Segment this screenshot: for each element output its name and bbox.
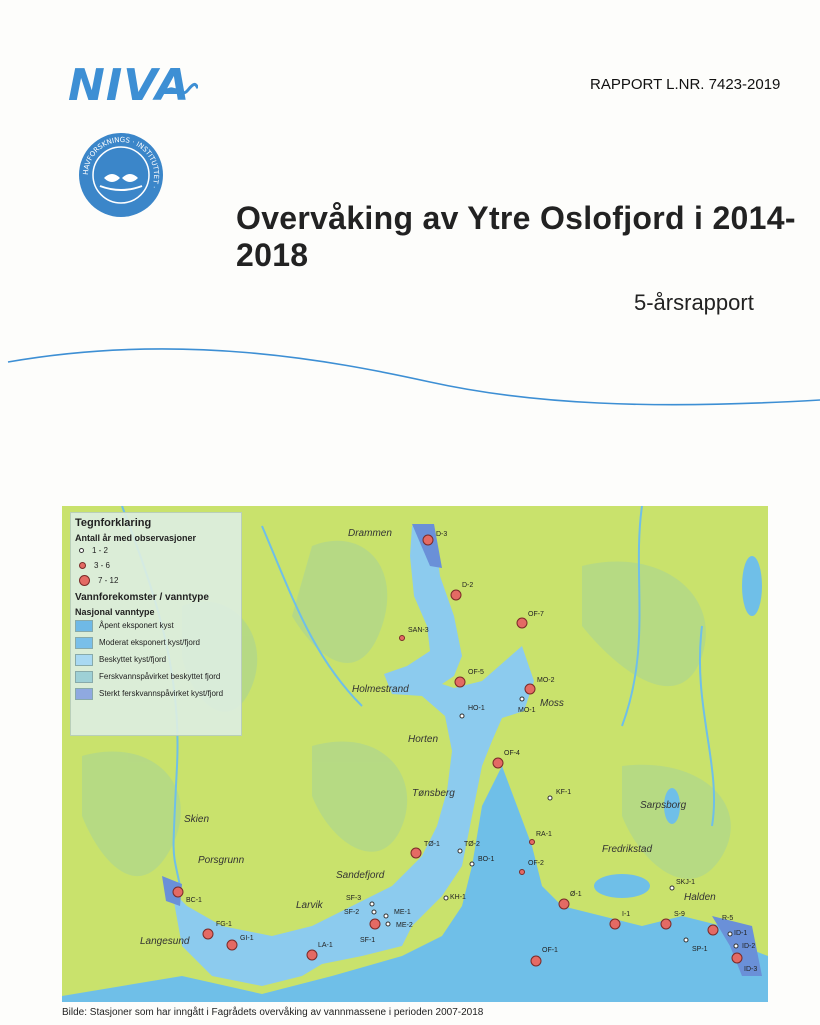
place-sarpsborg: Sarpsborg: [640, 800, 687, 811]
station-id2: [734, 944, 738, 948]
legend-obs-label: 1 - 2: [92, 546, 109, 555]
station-la1: [307, 950, 317, 960]
station-sf1: [370, 919, 380, 929]
legend-obs-row: [79, 543, 241, 558]
station-label: FG-1: [216, 921, 232, 928]
place-fredrikstad: Fredrikstad: [602, 844, 653, 855]
station-label: LA-1: [318, 942, 333, 949]
place-sandefjord: Sandefjord: [336, 870, 385, 881]
station-i1: [610, 919, 620, 929]
station-label: KF-1: [556, 789, 572, 796]
station-label: ME-2: [396, 922, 413, 929]
swatch-icon: [75, 620, 93, 632]
station-label: SAN-3: [408, 627, 429, 634]
station-bc1: [173, 887, 183, 897]
station-label: ME-1: [394, 909, 411, 916]
station-ho1: [460, 714, 464, 718]
station-of1: [531, 956, 541, 966]
logo-wave-icon: [166, 78, 198, 102]
place-drammen: Drammen: [348, 528, 392, 539]
station-label: D-2: [462, 582, 474, 589]
legend-water-label: Åpent eksponert kyst: [99, 621, 174, 630]
station-o1: [559, 899, 569, 909]
station-sf3: [370, 902, 374, 906]
station-label: Ø-1: [570, 891, 582, 898]
station-label: OF-5: [468, 669, 484, 676]
legend-water-label: Sterkt ferskvannspåvirket kyst/fjord: [99, 689, 224, 698]
station-label: BC-1: [186, 897, 202, 904]
subtitle: 5-årsrapport: [634, 290, 754, 315]
station-label: TØ-1: [424, 841, 440, 848]
station-label: I-1: [622, 911, 631, 918]
station-label: TØ-2: [464, 841, 480, 848]
station-sf2: [372, 910, 376, 914]
station-label: MO-1: [518, 707, 536, 714]
swatch-icon: [75, 654, 93, 666]
station-gi1: [227, 940, 237, 950]
legend-water-row: [75, 634, 241, 651]
large-dot-icon: [79, 575, 90, 586]
legend-water-label: Ferskvannspåvirket beskyttet fjord: [99, 672, 221, 681]
station-san3: [400, 636, 405, 641]
legend-water-row: [75, 651, 241, 668]
station-label: D-3: [436, 531, 448, 538]
legend-water-row: [75, 668, 241, 685]
legend-obs-label: 7 - 12: [98, 576, 119, 585]
legend-obs-label: 3 - 6: [94, 561, 111, 570]
decorative-wave: [0, 340, 820, 420]
station-label: MO-2: [537, 677, 555, 684]
station-label: GI-1: [240, 935, 254, 942]
station-label: OF-2: [528, 860, 544, 867]
legend-water-heading: Vannforekomster / vanntype: [75, 592, 209, 603]
legend-water-label: Moderat eksponert kyst/fjord: [99, 638, 200, 647]
legend-obs-heading: Antall år med observasjoner: [75, 533, 197, 543]
station-skj1: [670, 886, 674, 890]
station-label: HO-1: [468, 705, 485, 712]
place-larvik: Larvik: [296, 900, 323, 911]
station-me2: [386, 922, 390, 926]
svg-text:HAVFORSKNINGS · INSTITUTTET ·: HAVFORSKNINGS · INSTITUTTET ·: [81, 135, 161, 190]
place-porsgrunn: Porsgrunn: [198, 855, 245, 866]
station-label: OF-7: [528, 611, 544, 618]
station-mo1: [520, 697, 524, 701]
station-me1: [384, 914, 388, 918]
swatch-icon: [75, 688, 93, 700]
station-label: SF-2: [344, 909, 360, 916]
station-label: SF-3: [346, 895, 362, 902]
station-d2: [451, 590, 461, 600]
place-tonsberg: Tønsberg: [412, 788, 455, 799]
station-s9: [661, 919, 671, 929]
station-mo2: [525, 684, 535, 694]
swatch-icon: [75, 671, 93, 683]
station-label: RA-1: [536, 831, 552, 838]
station-label: ID-1: [734, 930, 748, 937]
station-r5: [708, 925, 718, 935]
station-of2: [520, 870, 525, 875]
station-label: SP-1: [692, 946, 708, 953]
legend-obs-row: [79, 558, 241, 573]
legend-water-label: Beskyttet kyst/fjord: [99, 655, 167, 664]
place-holmestrand: Holmestrand: [352, 684, 409, 695]
place-moss: Moss: [540, 698, 564, 709]
station-label: OF-4: [504, 750, 520, 757]
place-halden: Halden: [684, 892, 716, 903]
station-label: S-9: [674, 911, 685, 918]
station-kf1: [548, 796, 552, 800]
station-label: BO-1: [478, 856, 495, 863]
station-id3: [732, 953, 742, 963]
place-horten: Horten: [408, 734, 439, 745]
station-d3: [423, 535, 433, 545]
page-title: Overvåking av Ytre Oslofjord i 2014-2018: [236, 200, 796, 273]
legend-national-heading: Nasjonal vanntype: [75, 607, 155, 617]
report-number: RAPPORT L.NR. 7423-2019: [590, 76, 781, 93]
medium-dot-icon: [79, 562, 86, 569]
place-skien: Skien: [184, 814, 210, 825]
station-label: OF-1: [542, 947, 558, 954]
small-dot-icon: [79, 548, 84, 553]
station-label: SKJ-1: [676, 879, 696, 886]
legend-title: Tegnforklaring: [75, 517, 152, 529]
station-label: KH-1: [450, 894, 466, 901]
station-of5: [455, 677, 465, 687]
station-ra1: [530, 840, 535, 845]
map-legend: [70, 512, 242, 736]
legend-water-row: [75, 685, 241, 702]
station-sp1: [684, 938, 688, 942]
niva-logo: NIVA: [68, 60, 191, 111]
station-label: ID-2: [742, 943, 756, 950]
legend-water-row: [75, 617, 241, 634]
station-of4: [493, 758, 503, 768]
station-id1: [728, 932, 732, 936]
station-label: ID-3: [744, 966, 758, 973]
station-to2: [458, 849, 462, 853]
havforskningsinstituttet-seal: [78, 132, 164, 218]
station-label: R-5: [722, 915, 734, 922]
station-to1: [411, 848, 421, 858]
station-bo1: [470, 862, 474, 866]
place-langesund: Langesund: [140, 936, 190, 947]
station-fg1: [203, 929, 213, 939]
station-label: SF-1: [360, 937, 376, 944]
swatch-icon: [75, 637, 93, 649]
map-caption: Bilde: Stasjoner som har inngått i Fagrådets overvåking av vannmassene i perioden 2007-2018: [62, 1007, 484, 1018]
station-kh1: [444, 896, 448, 900]
station-of7: [517, 618, 527, 628]
legend-obs-row: [79, 573, 241, 588]
